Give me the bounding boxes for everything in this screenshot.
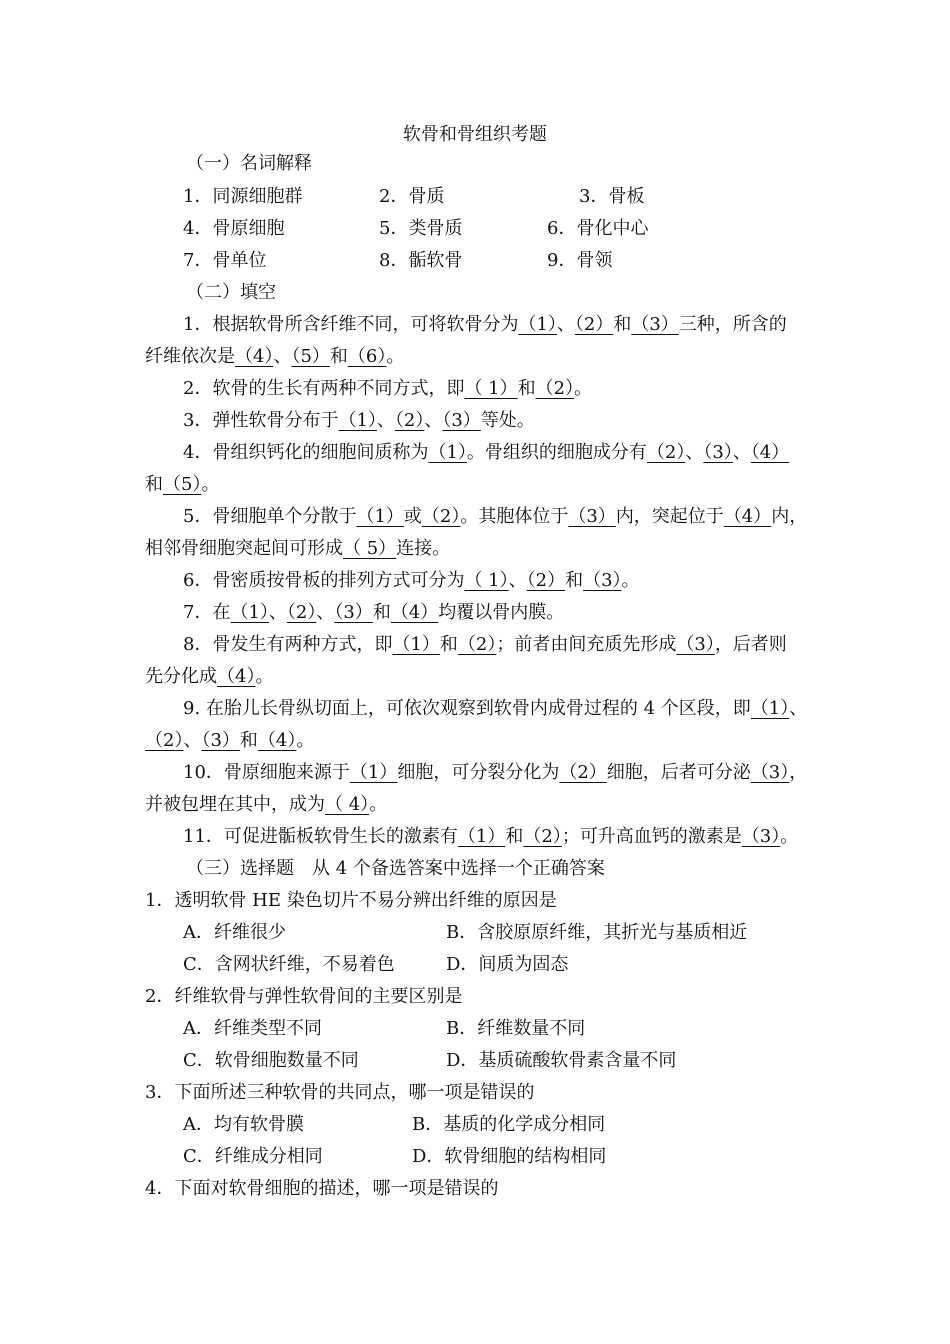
blank: （1） [750, 698, 790, 719]
fill-question-11: 11．可促进骺板软骨生长的激素有（1）和（2）；可升高血钙的激素是（3）。 [183, 826, 799, 847]
blank: （2） [559, 762, 607, 783]
choice-option: A．纤维很少 [183, 922, 286, 943]
blank: （2） [574, 314, 614, 335]
choice-option: D．间质为固态 [446, 954, 569, 975]
term-item: 1．同源细胞群 [183, 186, 303, 207]
fill-question-5-cont: 相邻骨细胞突起间可形成（ 5）连接。 [145, 538, 451, 559]
choice-option: D．基质硫酸软骨素含量不同 [446, 1050, 677, 1071]
choice-option: C．纤维成分相同 [183, 1146, 323, 1167]
choice-option: B．含胶原原纤维，其折光与基质相近 [446, 922, 748, 943]
blank: （4） [750, 442, 790, 463]
blank: （3） [583, 570, 622, 591]
choice-option: B．纤维数量不同 [446, 1018, 586, 1039]
blank: （5） [163, 474, 202, 495]
section-heading-choice: （三）选择题 从 4 个备选答案中选择一个正确答案 [186, 858, 605, 879]
blank: （2） [394, 410, 425, 431]
blank: （1） [356, 506, 404, 527]
fill-question-9: 9. 在胎儿长骨纵切面上，可依次观察到软骨内成骨过程的 4 个区段，即（1）、 [183, 698, 808, 719]
document-title: 软骨和骨组织考题 [403, 124, 547, 145]
fill-question-2: 2．软骨的生长有两种不同方式，即（ 1）和（2）。 [183, 378, 593, 399]
blank: （4） [257, 730, 297, 751]
blank: （2） [145, 730, 184, 751]
choice-option: C．软骨细胞数量不同 [183, 1050, 359, 1071]
blank: （6） [347, 346, 387, 367]
blank: （ 5） [343, 538, 397, 559]
blank: （3） [334, 602, 373, 623]
blank: （3） [442, 410, 481, 431]
fill-question-10-cont: 并被包埋在其中，成为（ 4）。 [145, 794, 388, 815]
choice-question-stem: 1．透明软骨 HE 染色切片不易分辨出纤维的原因是 [145, 890, 557, 911]
term-item: 3．骨板 [579, 186, 645, 207]
blank: （2） [535, 378, 575, 399]
fill-question-8-cont: 先分化成（4）。 [145, 666, 274, 687]
blank: （1） [428, 442, 467, 463]
term-item: 2．骨质 [379, 186, 445, 207]
fill-question-8: 8．骨发生有两种方式，即（1）和（2）；前者由间充质先形成（3），后者则 [183, 634, 787, 655]
blank: （1） [338, 410, 377, 431]
fill-question-6: 6．骨密质按骨板的排列方式可分为（ 1）、（2）和（3）。 [183, 570, 640, 591]
blank: （4） [723, 506, 772, 527]
fill-question-10: 10．骨原细胞来源于（1）细胞，可分裂分化为（2）细胞，后者可分泌（3）， [183, 762, 808, 783]
blank: （5） [291, 346, 330, 367]
choice-option: D．软骨细胞的结构相同 [412, 1146, 607, 1167]
fill-question-4-cont: 和（5）。 [145, 474, 220, 495]
blank: （2） [421, 506, 461, 527]
blank: （3） [741, 826, 781, 847]
blank: （4） [217, 666, 256, 687]
choice-option: B．基质的化学成分相同 [412, 1114, 606, 1135]
choice-question-stem: 3．下面所述三种软骨的共同点，哪一项是错误的 [145, 1082, 535, 1103]
choice-question-stem: 4．下面对软骨细胞的描述，哪一项是错误的 [145, 1178, 499, 1199]
blank: （2） [646, 442, 686, 463]
fill-question-5: 5．骨细胞单个分散于（1）或（2）。其胞体位于（3）内，突起位于（4）内， [183, 506, 808, 527]
fill-question-9-cont: （2）、（3）和（4）。 [145, 730, 315, 751]
blank: （3） [201, 730, 240, 751]
choice-question-stem: 2．纤维软骨与弹性软骨间的主要区别是 [145, 986, 463, 1007]
blank: （3） [703, 442, 733, 463]
blank: （3） [631, 314, 679, 335]
blank: （4） [235, 346, 274, 367]
blank: （2） [523, 826, 562, 847]
fill-question-3: 3．弹性软骨分布于（1）、（2）、（3）等处。 [183, 410, 535, 431]
blank: （3） [750, 762, 790, 783]
blank: （ 1） [464, 570, 509, 591]
blank: （1） [518, 314, 557, 335]
fill-question-7: 7．在（1）、（2）、（3）和（4）均覆以骨内膜。 [183, 602, 565, 623]
blank: （1） [230, 602, 269, 623]
choice-option: A．纤维类型不同 [183, 1018, 322, 1039]
blank: （2） [457, 634, 497, 655]
term-item: 9．骨领 [547, 250, 613, 271]
term-item: 4．骨原细胞 [183, 218, 285, 239]
blank: （ 1） [464, 378, 518, 399]
blank: （3） [676, 634, 715, 655]
term-item: 7．骨单位 [183, 250, 267, 271]
term-item: 6．骨化中心 [547, 218, 649, 239]
blank: （1） [392, 634, 440, 655]
blank: （ 4） [325, 794, 370, 815]
blank: （3） [568, 506, 616, 527]
term-item: 5．类骨质 [379, 218, 463, 239]
choice-option: A．均有软骨膜 [183, 1114, 304, 1135]
term-item: 8．骺软骨 [379, 250, 463, 271]
blank: （1） [349, 762, 398, 783]
fill-question-1: 1．根据软骨所含纤维不同，可将软骨分为（1）、（2）和（3）三种，所含的 [183, 314, 787, 335]
fill-question-4: 4．骨组织钙化的细胞间质称为（1）。骨组织的细胞成分有（2）、（3）、（4） [183, 442, 790, 463]
blank: （1） [457, 826, 506, 847]
fill-question-1-cont: 纤维依次是（4）、（5）和（6）。 [145, 346, 405, 367]
choice-option: C．含网状纤维，不易着色 [183, 954, 395, 975]
blank: （2） [526, 570, 566, 591]
blank: （2） [286, 602, 317, 623]
section-heading-fill: （二）填空 [186, 282, 276, 303]
section-heading-terms: （一）名词解释 [186, 153, 312, 174]
blank: （4） [390, 602, 439, 623]
